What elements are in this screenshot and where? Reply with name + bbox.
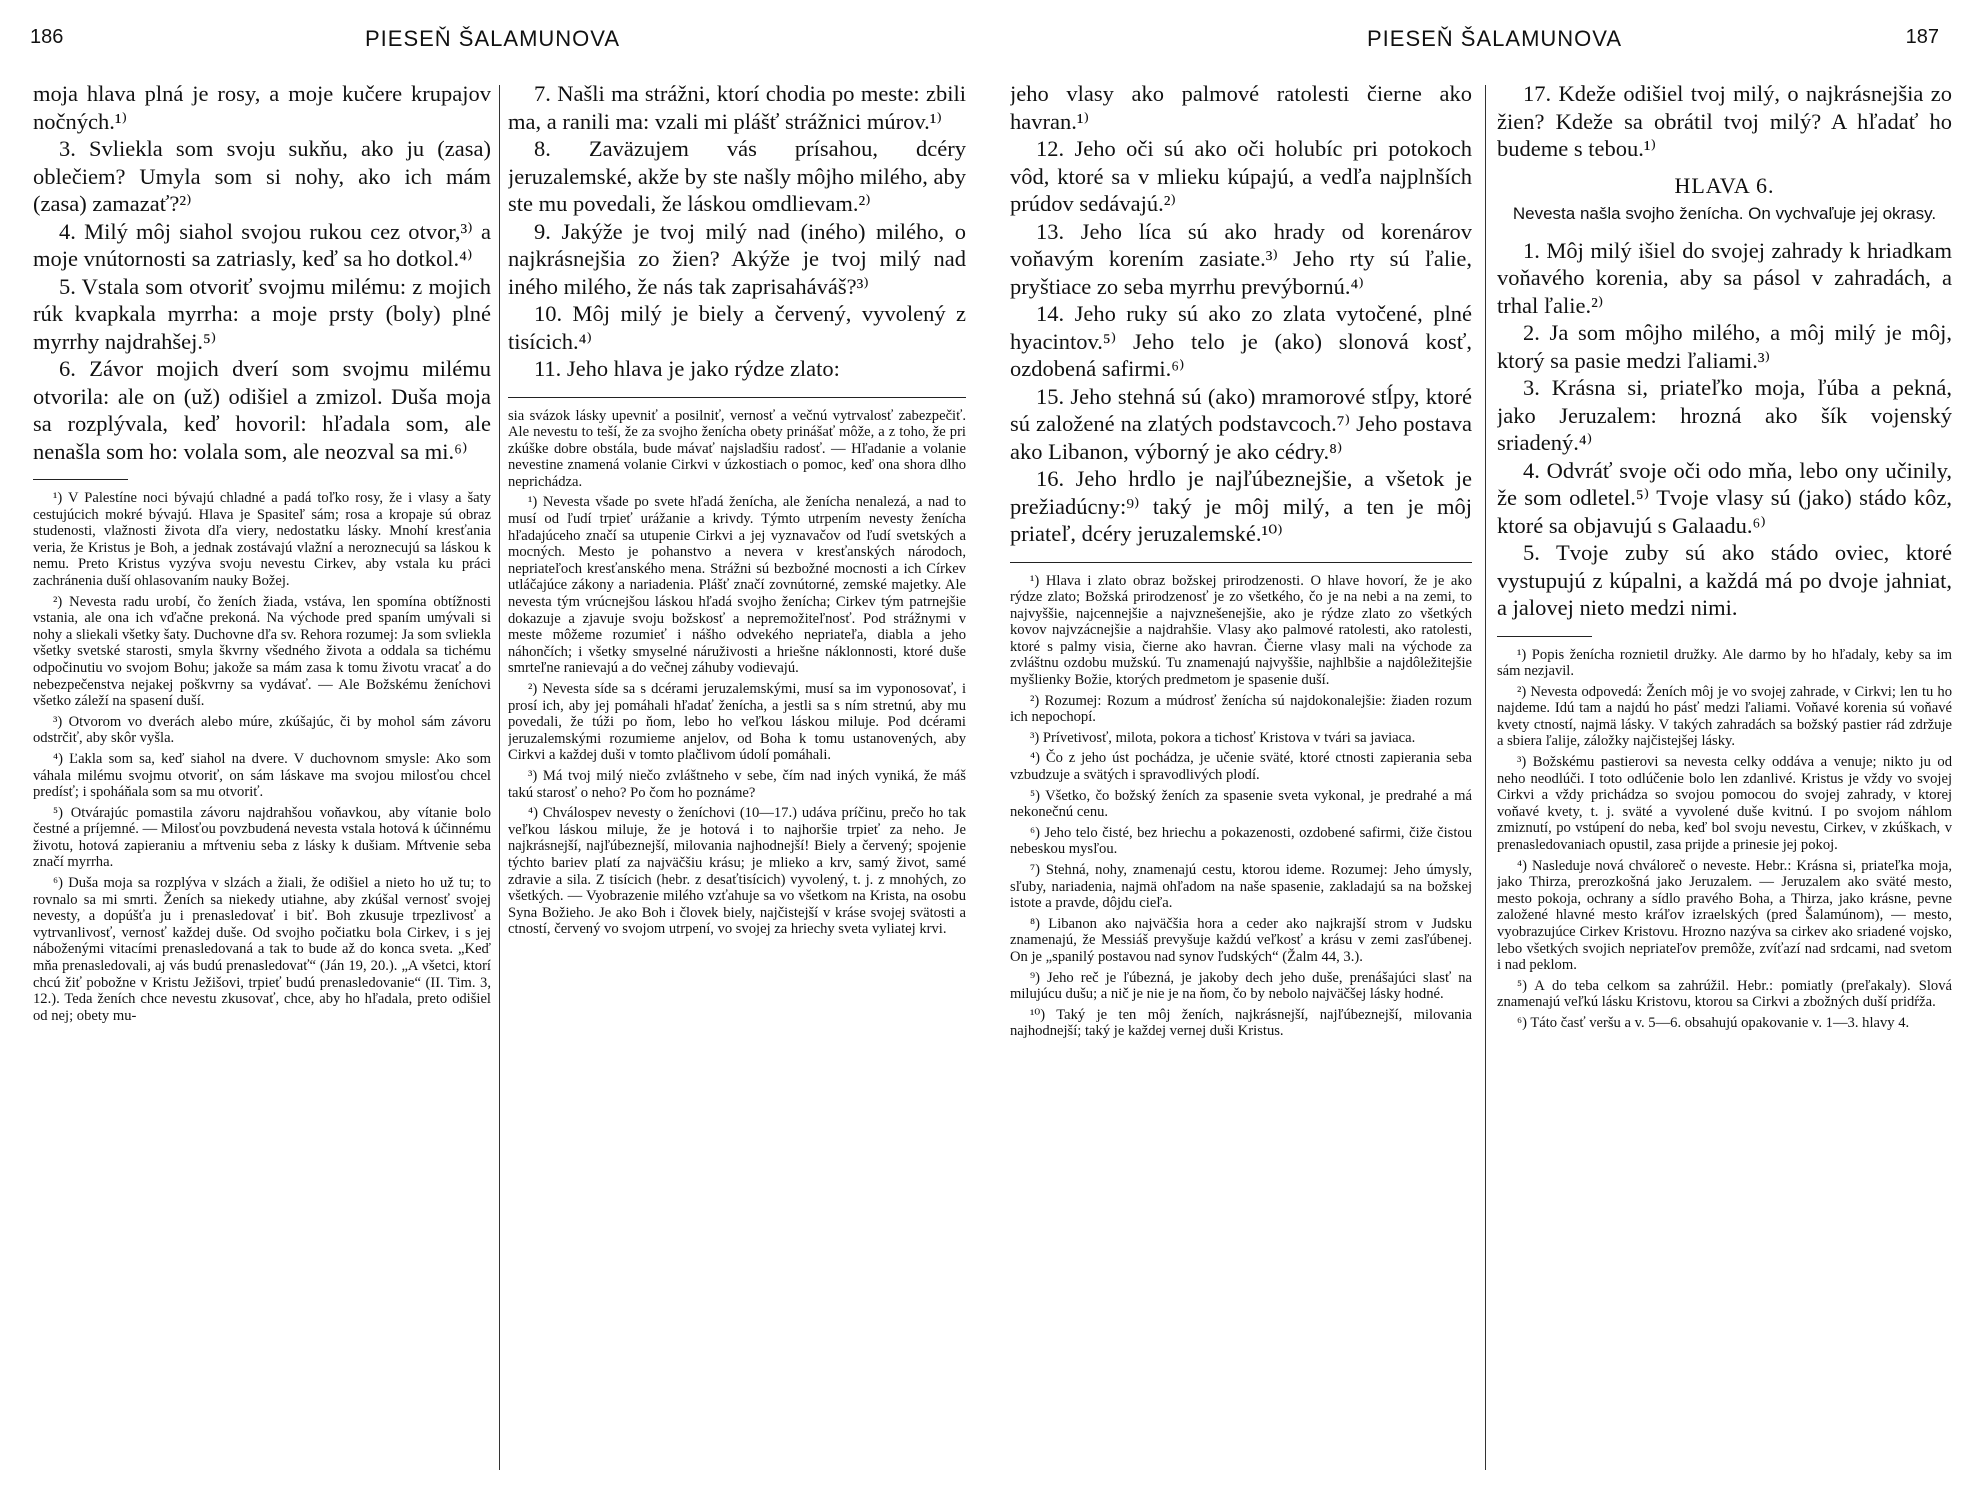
footnote: ⁴) Chválospev nevesty o ženíchovi (10—17.) udáva príčinu, prečo ho tak veľkou láskou miluje, že je hotová i to najhoršie trpieť za neho. Je najkrásnejší, najľúbeznejší, milovania najhodnejší! Biely a červený; spojenie týchto bariev platí za najväčšiu krásu; je mlieko a krv, samý život, samé zdravie a sila. Z tisícich (hebr. z desaťtisícich) vyvolený, t. j. z mnohých, zo všetkých. — Vyobrazenie milého vzťahuje sa vo všetkom na Krista, na osobu Syna Božieho. Je ako Boh i človek biely, najčistejší v kráse svojej svätosti a ctností, červený vo svojom utrpení, vo svojej za hriechy sveta vyliatej krvi. xyxy=(508,805,966,938)
footnote: ⁶) Duša moja sa rozplýva v slzách a žiali, že odišiel a nieto ho už tu; to rovnalo sa mi smrti. Ženích sa niekedy utiahne, aby zkúšal vernosť svojej nevesty, a dopúšťa ju i prenasledovať i biť. Boh zkusuje trpezlivosť a vytrvanlivosť, vernosť každej duše. Od svojho počiatku bola Cirkev, i s jej náboženými vitacími prenasledovaná a tak to bude až do konca sveta. „Keď mňa prenasledovali, aj vás budú prenasledovať“ (Ján 19, 20.). „A všetci, ktorí chcú žiť pobožne v Kristu Ježišovi, trpieť budú prenasledovanie“ (II. Tim. 3, 12.). Teda ženích chce nevestu zkusovať, chce, aby ho hľadala, preto odišiel od nej; obety mu- xyxy=(33,875,491,1024)
chapter-summary: Nevesta našla svojho ženícha. On vychvaľuje jej okrasy. xyxy=(1512,203,1937,223)
footnote-rule xyxy=(508,397,966,398)
footnote: sia svázok lásky upevniť a posilniť, vernosť a večnú vytrvalosť zabezpečiť. Ale nevestu to teší, že za svojho ženícha obety prinášať môže, a z toho, že pri zkúške dobre obstála, bude mávať najsladšiu radosť. — Hľadanie a volanie nevestine znamená volanie Cirkvi v úzkostiach o pomoc, keď ona shora dlho neprichádza. xyxy=(508,407,966,490)
verse-block xyxy=(1010,80,1472,548)
verse: 5. Vstala som otvoriť svojmu milému: z mojich rúk kvapkala myrrha: a moje prsty (boly) plné myrrhy najdrahšej.⁵⁾ xyxy=(33,273,491,354)
footnote-rule xyxy=(1497,636,1592,637)
footnote: ²) Nevesta odpovedá: Ženích môj je vo svojej zahrade, v Cirkvi; len tu ho najdeme. Idú tam a najdú ho pásť medzi ľaliami. Voňavé korenia sú voňavé kvety ctností, najmä lásky. V takých zahradách sa božský pastier rád zdržuje a sbiera ľalije, záložky najčistejšej lásky. xyxy=(1497,683,1952,750)
verse: 8. Zaväzujem vás prísahou, dcéry jeruzalemské, akže by ste našly môjho milého, aby ste mu povedali, že láskou omdlievam.²⁾ xyxy=(508,136,966,216)
footnote: ⁵) Otvárajúc pomastila závoru najdrahšou voňavkou, aby vítanie bolo čestné a príjemné. — Milosťou povzbudená nevesta vstala hotová k účinnému životu, hotová zapieraniu a mŕtveniu seba z lásky k dušiam. Mŕtvenie seba značí myrrha. xyxy=(33,804,491,871)
footnote: ⁸) Libanon ako najväčšia hora a ceder ako najkrajší strom v Judsku znamenajú, že Messiáš prevyšuje každú veľkosť a krásu v zemi zasľúbenej. On je „spanilý postavou nad synov ľudských“ (Žalm 44, 3.). xyxy=(1010,915,1472,965)
footnote: ¹) Popis ženícha roznietil družky. Ale darmo by ho hľadaly, keby sa im sám nezjavil. xyxy=(1497,646,1952,680)
verse: 3. Svliekla som svoju sukňu, ako ju (zasa) oblečiem? Umyla som si nohy, ako ich mám (zasa) zamazať?²⁾ xyxy=(33,136,491,216)
verse: 14. Jeho ruky sú ako zo zlata vytočené, plné hyacintov.⁵⁾ Jeho telo je (ako) slonová kosť, ozdobená safirmi.⁶⁾ xyxy=(1010,301,1472,381)
footnote: ⁷) Stehná, nohy, znamenajú cestu, ktorou ideme. Rozumej: Jeho úmysly, sľuby, nariadenia, najmä ohľadom na naše spasenie, zakladajú sa na božskej istote a pravde, dôjdu cieľa. xyxy=(1010,862,1472,912)
footnotes xyxy=(1497,647,1952,1032)
footnote: ³) Má tvoj milý niečo zvláštneho v sebe, čím nad iných vyniká, že máš takú starosť o neho? Po čom ho poznáme? xyxy=(508,767,966,801)
verse: 2. Ja som môjho milého, a môj milý je môj, ktorý sa pasie medzi ľaliami.³⁾ xyxy=(1497,320,1952,373)
footnote: ¹⁰) Taký je ten môj ženích, najkrásnejší, najľúbeznejší, milovania najhodnejší; taký je každej vernej duši Kristus. xyxy=(1010,1006,1472,1040)
chapter-heading: HLAVA 6. xyxy=(1674,172,1775,198)
footnote-rule xyxy=(1010,562,1472,563)
footnote: ¹) Hlava i zlato obraz božskej prirodzenosti. O hlave hovorí, že je ako rýdze zlato; Božská prirodzenosť je zo všetkého, čo je na nebi a na zemi, to najvyššie, najcennejšie a najvznešenejšie, ako je rýdze zlato zo všetkých kovov najvzácnejšie a najdrahšie. Vlasy ako palmové ratolesti, ako ratolesti, ktoré s palmy visia, čierne ako havran. Čierne vlasy mali na východe za zvláštnu ozdobu mužskú. Tu znamenajú najvyššie, najhlbšie a najdôležitejšie myšlienky Božie, ktorých predmetom je spasenie duší. xyxy=(1010,572,1472,689)
verse: 12. Jeho oči sú ako oči holubíc pri potokoch vôd, ktoré sa v mlieku kúpajú, a vedľa najplnších prúdov sedávajú.²⁾ xyxy=(1010,136,1472,216)
verse: 6. Závor mojich dverí som svojmu milému otvorila: ale on (už) odišiel a zmizol. Duša moja sa rozplývala, keď hovoril: hľadala som, ale nenašla som ho: volala som, ale neozval sa mi.⁶⁾ xyxy=(33,356,491,464)
footnote: ⁴) Ľakla som sa, keď siahol na dvere. V duchovnom smysle: Ako som váhala milému svojmu otvoriť, on sám láskave ma svojou milosťou chcel predísť; i spoháňala som sa mu otvoriť. xyxy=(33,750,491,801)
verse: 7. Našli ma strážni, ktorí chodia po meste: zbili ma, a ranili ma: vzali mi plášť strážnici múrov.¹⁾ xyxy=(508,81,966,134)
left-page-header xyxy=(30,22,948,58)
verse-block xyxy=(508,80,966,383)
verse: 16. Jeho hrdlo je najľúbeznejšie, a všetok je prežiadúcny:⁹⁾ taký je môj milý, a ten je môj priateľ, dcéry jeruzalemské.¹⁰⁾ xyxy=(1010,466,1472,546)
verse: 17. Kdeže odišiel tvoj milý, o najkrásnejšia zo žien? Kdeže sa obrátil tvoj milý? A hľadať ho budeme s tebou.¹⁾ xyxy=(1497,81,1952,161)
verse: 15. Jeho stehná sú (ako) mramorové stĺpy, ktoré sú založené na zlatých podstavcoch.⁷⁾ Jeho postava ako Libanon, výborný je ako cédry.⁸⁾ xyxy=(1010,383,1472,464)
footnote-rule xyxy=(33,479,128,480)
right-column-1 xyxy=(1010,80,1472,1480)
verse: 10. Môj milý je biely a červený, vyvolený z tisícich.⁴⁾ xyxy=(508,301,966,354)
footnote: ²) Nevesta síde sa s dcérami jeruzalemskými, musí sa im vyponosovať, i prosí ich, aby jej pomáhali hľadať ženícha, a jestli sa s ním stretnú, aby mu povedali, že túži po ňom, lebo ho veľkou láskou miluje. Pod dcérami jeruzalemskými rozumieme anjelov, od Boha k tomu ustanovených, aby Cirkvi a každej duši v tomto plačlivom údolí pomáhali. xyxy=(508,681,966,764)
footnote: ¹) Nevesta všade po svete hľadá ženícha, ale ženícha nenalezá, a nad to musí od ľudí trpieť urážanie a krivdy. Týmto utrpením nevesty ženícha hľadajúceho značí sa utupenie Cirkvi a jej vyznavačov od ľudí svetských a mocných. Mesto je pohanstvo a nevera v kresťanských národoch, nepriateľoch kresťanského mena. Strážni sú bezbožné mocnosti a ich Církev utláčajúce zákony a nariadenia. Plášť značí zovnútorné, zemské majetky. Ale nevesta tým vrúcnejšou láskou hľadá svojho ženícha; Cirkev tým patrnejšie dokazuje a zjavuje svoju božskosť a nepremožiteľnosť. Pod strážnymi v meste môžeme rozumieť i nášho odvekého nepriateľa, diabla a jeho náhončích; i všetky smyselné náruživosti a hriešne náklonnosti, ktoré duše smrteľne ranievajú a do večnej záhuby vodievajú. xyxy=(508,494,966,677)
column-divider xyxy=(1485,85,1486,1470)
verse-block xyxy=(1497,237,1952,622)
right-page-header xyxy=(1022,22,1939,58)
footnote: ⁵) A do teba celkom sa zahrúžil. Hebr.: pomiatly (preľakaly). Slová znamenajú veľkú lásku Kristovu, ktorou sa Cirkvi a zbožných duší pridŕža. xyxy=(1497,977,1952,1011)
footnote: ⁶) Jeho telo čisté, bez hriechu a pokazenosti, ozdobené safirmi, čiže čistou nebeskou mysľou. xyxy=(1010,824,1472,858)
footnote: ³) Božskému pastierovi sa nevesta celky oddáva a venuje; nikto ju od neho neodlúči. I toto odlúčenie bolo len zdanlivé. Kristus je vždy vo svojej Cirkvi a vždy prichádza so svojou pomocou do svojej zahrady, v ktorej voňavé kvety, t. j. sväté a vyvolené duše kvitnú. I po svojom náhlom zmiznutí, po vstúpení do neba, keď bol svoju nevestu, Cirkev, v zkúškach, v prenasledovaniach opustil, zasa prijde a prinesie jej pokoj. xyxy=(1497,754,1952,854)
verse: moja hlava plná je rosy, a moje kučere krupajov nočných.¹⁾ xyxy=(33,81,491,134)
running-title: PIESEŇ ŠALAMUNOVA xyxy=(365,26,620,51)
column-divider xyxy=(499,85,500,1470)
footnotes xyxy=(508,408,966,938)
footnotes xyxy=(33,490,491,1024)
verse: 1. Môj milý išiel do svojej zahrady k hriadkam voňavého korenia, aby sa pásol v zahradách, a trhal ľalie.²⁾ xyxy=(1497,237,1952,318)
verse: 11. Jeho hlava je jako rýdze zlato: xyxy=(534,356,840,381)
footnote: ⁴) Čo z jeho úst pochádza, je učenie sväté, ktoré ctnosti zapierania seba vzbudzuje a svätých i spravodlivých plodí. xyxy=(1010,750,1472,784)
page-number: 186 xyxy=(30,26,64,48)
footnote: ⁴) Nasleduje nová chváloreč o neveste. Hebr.: Krásna si, priateľka moja, jako Thirza, prerozkošná jako Jeruzalem. — Jeruzalem ako sväté mesto, mesto pokoja, ochrany a sídlo pravého Boha, a Thirza, jako krásne, pevne založené hlavné mesto kráľov izraelských (pred Šalamúnom), — mesto, vyobrazujúce Cirkev Kristovu. Hrozno nazýva sa cirkev ako sriadené vojsko, lebo všetkých svojich nepriateľov premôže, zvíťazí nad srdcami, nad svetom i nad peklom. xyxy=(1497,857,1952,974)
verse-block xyxy=(33,80,491,465)
footnote: ²) Rozumej: Rozum a múdrosť ženícha sú najdokonalejšie: žiaden rozum ich nepochopí. xyxy=(1010,692,1472,726)
footnotes xyxy=(1010,573,1472,1040)
verse: jeho vlasy ako palmové ratolesti čierne ako havran.¹⁾ xyxy=(1010,81,1472,134)
left-column-1 xyxy=(33,80,491,1480)
footnote: ³) Otvorom vo dverách alebo múre, zkúšajúc, či by mohol sám závoru odstrčiť, aby skôr vyšla. xyxy=(33,713,491,747)
footnote: ¹) V Palestíne noci bývajú chladné a padá toľko rosy, že i vlasy a šaty cestujúcich mokré bývajú. Hlava je Spasiteľ sám; rosa a kropaje sú obraz studenosti, vlažnosti života dľa viery, nedostatku lásky. Mnohí kresťania veria, že Kristus je Boh, a jednak zostávajú vlažní a neroznecujú sa láskou k nemu. Preto Kristus vyzýva svoju nevestu Cirkev, aby vstala ku práci zachránenia duší ohlasovaním nauky Božej. xyxy=(33,490,491,589)
right-column-2 xyxy=(1497,80,1952,1480)
page-number: 187 xyxy=(1905,26,1939,48)
verse: 3. Krásna si, priateľko moja, ľúba a pekná, jako Jeruzalem: hrozná ako šík vojenský sriadený.⁴⁾ xyxy=(1497,375,1952,455)
verse: 4. Milý môj siahol svojou rukou cez otvor,³⁾ a moje vnútornosti sa zatriasly, keď sa ho dotkol.⁴⁾ xyxy=(33,218,491,271)
right-page xyxy=(992,0,1969,1500)
footnote: ⁹) Jeho reč je ľúbezná, je jakoby dech jeho duše, prenášajúci slasť na milujúcu dušu; a nič je nie je na ňom, čo by nebolo najväčšej lásky hodné. xyxy=(1010,969,1472,1003)
footnote: ⁶) Táto časť veršu a v. 5—6. obsahujú opakovanie v. 1—3. hlavy 4. xyxy=(1517,1014,1910,1031)
verse: 13. Jeho líca sú ako hrady od korenárov voňavým korením zasiate.³⁾ Jeho rty sú ľalie, pryštiace zo seba myrrhu prevýbornú.⁴⁾ xyxy=(1010,218,1472,299)
left-page xyxy=(0,0,978,1500)
verse: 4. Odvráť svoje oči odo mňa, lebo ony učinily, že som odletel.⁵⁾ Tvoje vlasy sú (jako) stádo kôz, ktoré sa objavujú s Galaadu.⁶⁾ xyxy=(1497,457,1952,538)
verse: 9. Jakýže je tvoj milý nad (iného) milého, o najkrásnejšia zo žien? Akýže je tvoj milý nad iného milého, že nás tak zaprisaháváš?³⁾ xyxy=(508,218,966,299)
footnote: ³) Prívetivosť, milota, pokora a tichosť Kristova v tvári sa javiaca. xyxy=(1030,729,1416,746)
running-title: PIESEŇ ŠALAMUNOVA xyxy=(1367,26,1622,51)
verse-block xyxy=(1497,80,1952,163)
footnote: ⁵) Všetko, čo božský ženích za spasenie sveta vykonal, je predrahé a má nekonečnú cenu. xyxy=(1010,787,1472,821)
verse: 5. Tvoje zuby sú ako stádo oviec, ktoré vystupujú z kúpalni, a každá má po dvoje jahniat, a jalovej nieto medzi nimi. xyxy=(1497,540,1952,620)
footnote: ²) Nevesta radu urobí, čo ženích žiada, vstáva, len spomína obtížnosti vstania, ale ona ich vďačne prekoná. Na východe pred spaním umývali si nohy a sliekali všetky šaty. Duchovne dľa sv. Rehora rozumej: Ja som svliekla všetky svetské starosti, smyla škvrny všedného života a oddala sa tichému odpočinutiu vo svojom Bohu; jakože sa mám zasa k tomu životu vracať a do nebezpečenstva nejakej poškvrny sa vydávať. — Ale Božskému ženíchovi všetko záleží na spasení duší. xyxy=(33,593,491,710)
left-column-2 xyxy=(508,80,966,1480)
